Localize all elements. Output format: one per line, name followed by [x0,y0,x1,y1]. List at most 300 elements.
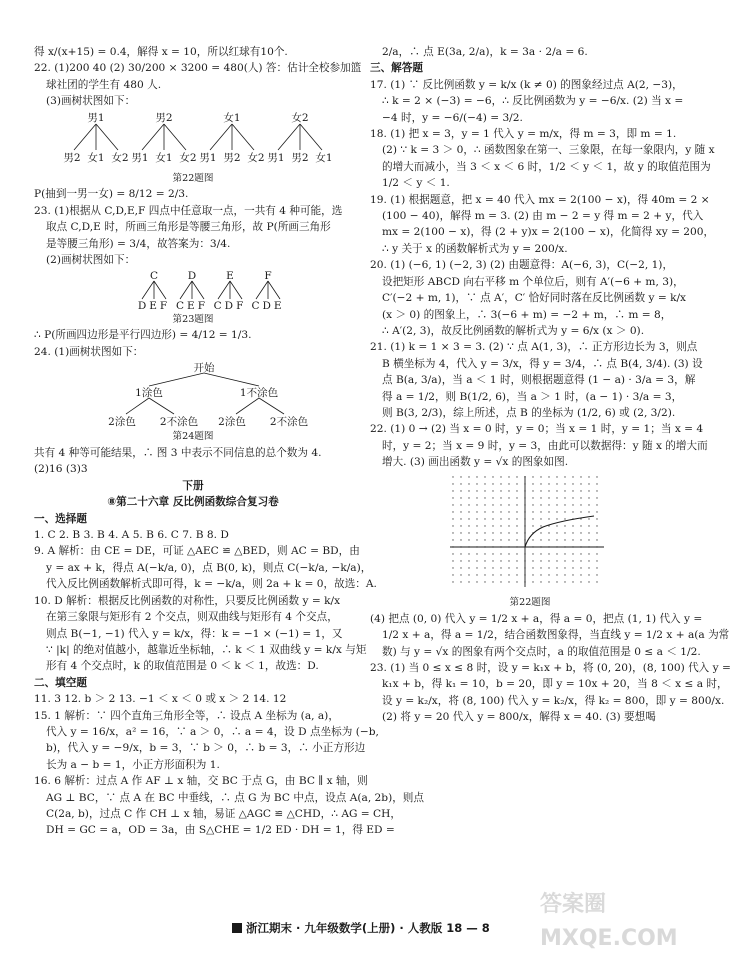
grid-dot [452,518,453,519]
grid-dot [532,476,533,477]
answer-line: 1/2 x + a，得 a = 1/2，结合函数图象得，当直线 y = 1/2 x + a(a 为常 [382,629,730,642]
answer-line: 11. 3 12. b ＞ 2 13. −1 ＜ x ＜ 0 或 x ＞ 2 14. 12 [34,693,287,706]
grid-dot [572,532,573,533]
grid-dot [564,553,565,554]
answer-line: 代入 y = 16/x，a² = 16，∵ a ＞ 0，∴ a = 4，设 D 点坐标为 (−b, [46,725,379,738]
answer-line: y = ax + k，得点 A(−k/a, 0)，点 B(0, k)，则点 C(−k/a, −k/a)， [46,561,372,574]
grid-dot [500,581,501,582]
grid-dot [516,532,517,533]
grid-dot [580,560,581,561]
grid-dot [460,483,461,484]
grid-dot [460,504,461,505]
grid-dot [500,518,501,519]
tree-root: 男1 [87,111,105,124]
grid-dot [556,518,557,519]
grid-dot [476,560,477,561]
answer-line: 数) 与 y = √x 的图象有两个交点时，a 的取值范围是 0 ≤ a ＜ 1/2. [382,645,701,658]
sqrt-graph [448,473,690,596]
grid-dot [548,574,549,575]
tree-leaf: 男2 [63,151,81,164]
grid-dot [532,581,533,582]
footer-text: 浙江期末 · 九年级数学(上册) · 人教版 18 — 8 [246,921,490,935]
grid-dot [500,525,501,526]
grid-dot [484,553,485,554]
tree-root: F [264,269,272,282]
tree-leaf: 女1 [315,151,333,164]
grid-dot [596,525,597,526]
grid-dot [452,553,453,554]
answer-line: 21. (1) k = 1 × 3 = 3. (2) ∵ 点 A(1, 3)，∴ 正方形边长为 3，则点 [370,341,698,354]
grid-dot [540,567,541,568]
grid-dot [476,518,477,519]
tree-node: 1涂色 [135,387,163,400]
answer-line: 1. C 2. B 3. B 4. A 5. B 6. C 7. B 8. D [34,529,229,542]
tree-leaf: 女1 [87,151,105,164]
grid-dot [540,581,541,582]
grid-dot [452,476,453,477]
part-heading: 二、填空题 [34,676,87,689]
grid-dot [516,511,517,512]
grid-dot [484,532,485,533]
answer-line: ∵ |k| 的绝对值越小，越靠近坐标轴，∴ k ＜ 1 双曲线 y = k/x 与矩 [46,643,367,656]
figure-caption: 第24题图 [172,431,214,443]
grid-dot [532,525,533,526]
tree-leaf: 2涂色 [218,416,246,429]
grid-dot [588,483,589,484]
grid-dot [580,532,581,533]
grid-dot [532,539,533,540]
grid-dot [572,525,573,526]
grid-dot [492,490,493,491]
answer-line: P(抽到一男一女) = 8/12 = 2/3. [34,188,189,201]
grid-dot [452,483,453,484]
part-heading: 一、选择题 [34,512,87,525]
grid-dot [548,539,549,540]
grid-dot [580,525,581,526]
answer-line: 增大. (3) 画出函数 y = √x 的图象如图. [382,456,569,469]
grid-dot [468,553,469,554]
grid-dot [468,539,469,540]
grid-dot [588,518,589,519]
grid-dot [492,476,493,477]
answer-line: mx = 2(100 − x)，得 (2 + y)x = 2(100 − x)，化简得 xy = 200， [382,226,715,239]
answer-line: 设把矩形 ABCD 向右平移 m 个单位后，则有 A′(−6 + m, 3)， [382,275,684,288]
grid-dot [492,504,493,505]
grid-dot [500,560,501,561]
answer-line: (2) 将 y = 20 代入 y = 800/x，解得 x = 40. (3) 要想喝 [382,711,656,724]
grid-dot [596,567,597,568]
grid-dot [540,511,541,512]
grid-dot [516,567,517,568]
tree-leaves: CEF [176,299,208,312]
grid-dot [508,476,509,477]
tree-diagram-24 [34,362,352,428]
grid-dot [468,490,469,491]
grid-dot [508,560,509,561]
grid-dot [468,497,469,498]
grid-dot [556,490,557,491]
grid-dot [460,518,461,519]
grid-dot [516,483,517,484]
answer-line: 17. (1) ∵ 反比例函数 y = k/x (k ≠ 0) 的图象经过点 A(2, −3)， [370,78,683,91]
tree-root: 女1 [223,111,241,124]
grid-dot [508,574,509,575]
grid-dot [596,574,597,575]
grid-dot [564,574,565,575]
answer-line: 长为 a − b = 1，小正方形面积为 1. [46,758,220,771]
answer-line: 20. (1) (−6, 1) (−2, 3) (2) 由题意得：A(−6, 3)，C(−2, 1)， [370,259,674,272]
grid-dot [508,553,509,554]
answer-line: 共有 4 种等可能结果，∴ 图 3 中表示不同信息的总个数为 4. [34,447,322,460]
grid-dot [548,553,549,554]
grid-dot [516,539,517,540]
answer-line: 2/a，∴ 点 E(3a, 2/a)，k = 3a · 2/a = 6. [382,46,588,58]
tree-leaf: 女2 [247,151,265,164]
grid-dot [492,553,493,554]
grid-dot [500,497,501,498]
grid-dot [452,581,453,582]
answer-line: 球社团的学生有 480 人. [46,78,162,91]
grid-dot [500,532,501,533]
watermark [540,888,707,956]
grid-dot [460,497,461,498]
grid-dot [564,476,565,477]
grid-dot [548,567,549,568]
grid-dot [492,539,493,540]
grid-dot [532,504,533,505]
grid-dot [532,518,533,519]
grid-dot [492,581,493,582]
grid-dot [452,574,453,575]
grid-dot [540,490,541,491]
grid-dot [500,504,501,505]
grid-dot [452,567,453,568]
grid-dot [484,518,485,519]
answer-line: 是等腰三角形) = 3/4，故答案为：3/4. [46,237,231,250]
tree-root: C [149,269,159,282]
grid-dot [492,518,493,519]
grid-dot [492,511,493,512]
answer-line: b)，代入 y = −9/x，b = 3，∵ b ＞ 0，∴ b = 3，∴ 小正方形边 [46,742,366,755]
grid-dot [508,497,509,498]
grid-dot [580,490,581,491]
grid-dot [556,581,557,582]
grid-dot [588,511,589,512]
grid-dot [492,525,493,526]
grid-dot [516,525,517,526]
answer-line: 9. A 解析：由 CE = DE，可证 △AEC ≌ △BED，则 AC = BD，由 [34,545,360,558]
tree-leaf: 2涂色 [108,416,136,429]
grid-dot [572,574,573,575]
tree-root: E [226,269,234,282]
grid-dot [596,539,597,540]
answer-line: C(2a, b)，过点 C 作 CH ⊥ x 轴，易证 △AGC ≌ △CHD，∴ AG = CH， [46,807,401,820]
grid-dot [492,567,493,568]
grid-dot [540,476,541,477]
figure-caption: 第22题图 [172,172,214,184]
grid-dot [540,525,541,526]
grid-dot [572,581,573,582]
answer-line: 23. (1)根据从 C,D,E,F 四点中任意取一点，一共有 4 种可能，选 [34,204,343,217]
grid-dot [452,497,453,498]
answer-line: 形有 4 个交点时，k 的取值范围是 0 ＜ k ＜ 1，故选：D. [46,660,319,673]
tree-leaf: 男1 [267,151,285,164]
grid-dot [500,553,501,554]
grid-dot [476,567,477,568]
grid-dot [564,497,565,498]
grid-dot [468,560,469,561]
part-heading: 三、解答题 [370,62,423,75]
answer-line: (2)画树状图如下： [46,254,136,267]
grid-dot [596,511,597,512]
page-footer [232,920,490,938]
grid-dot [508,539,509,540]
answer-line: ∴ k = 2 × (−3) = −6，∴ 反比例函数为 y = −6/x. (2) 当 x = [382,95,684,108]
grid-dot [468,574,469,575]
section-title: 下册 [182,479,204,492]
grid-dot [452,560,453,561]
grid-dot [548,511,549,512]
grid-dot [556,483,557,484]
grid-dot [500,490,501,491]
answer-line: 18. (1) 把 x = 3，y = 1 代入 y = m/x，得 m = 3，即 m = 1. [370,128,677,141]
grid-dot [516,560,517,561]
grid-dot [532,497,533,498]
grid-dot [580,553,581,554]
grid-dot [500,567,501,568]
grid-dot [548,490,549,491]
grid-dot [572,497,573,498]
figure-caption: 第22题图 [509,596,551,608]
answer-line: 则点 B(−1, −1) 代入 y = k/x，得：k = −1 × (−1) = 1，又 [46,627,343,640]
grid-dot [588,497,589,498]
chapter-title: ⑧第二十六章 反比例函数综合复习卷 [107,496,279,509]
grid-dot [516,504,517,505]
grid-dot [540,553,541,554]
tree-leaves: DEF [137,299,171,312]
grid-dot [556,504,557,505]
answer-line: 则 B(3, 2/3)，综上所述，点 B 的坐标为 (1/2, 6) 或 (2, 3/2). [382,406,676,419]
grid-dot [588,539,589,540]
tree-leaf: 2不涂色 [269,416,309,429]
grid-dot [484,581,485,582]
grid-dot [580,511,581,512]
answer-line: B 横坐标为 4，代入 y = 3/x，得 y = 3/4，∴ 点 B(4, 3/4). (3) 设 [382,357,703,370]
grid-dot [460,525,461,526]
answer-line: (3)画树状图如下： [46,95,136,108]
grid-dot [572,483,573,484]
grid-dot [540,539,541,540]
grid-dot [476,511,477,512]
grid-dot [452,532,453,533]
grid-dot [460,476,461,477]
grid-dot [468,483,469,484]
grid-dot [564,539,565,540]
grid-dot [484,574,485,575]
grid-dot [476,483,477,484]
tree-leaf: 男1 [199,151,217,164]
grid-dot [500,476,501,477]
grid-dot [484,483,485,484]
grid-dot [468,518,469,519]
watermark-text: 答案圈 MXQE.COM [540,892,678,952]
grid-dot [476,553,477,554]
grid-dot [580,539,581,540]
tree-leaf: 女2 [179,151,197,164]
grid-dot [556,532,557,533]
grid-dot [580,504,581,505]
grid-dot [588,574,589,575]
grid-dot [556,497,557,498]
grid-dot [572,511,573,512]
grid-dot [588,581,589,582]
grid-dot [452,504,453,505]
grid-dot [548,497,549,498]
grid-dot [452,490,453,491]
answer-line: 23. (1) 当 0 ≤ x ≤ 8 时，设 y = k₁x + b，将 (0, 20)，(8, 100) 代入 y = [370,662,731,675]
grid-dot [588,567,589,568]
grid-dot [516,476,517,477]
grid-dot [588,490,589,491]
grid-dot [596,581,597,582]
tree-node: 1不涂色 [239,387,279,400]
grid-dot [452,511,453,512]
grid-dot [508,532,509,533]
grid-dot [500,483,501,484]
tree-leaf: 2不涂色 [159,416,199,429]
grid-dot [508,483,509,484]
tree-root: D [187,269,197,282]
grid-dot [508,518,509,519]
sqrt-curve [525,516,594,547]
grid-dot [476,504,477,505]
grid-dot [516,490,517,491]
grid-dot [572,476,573,477]
grid-dot [516,581,517,582]
grid-dot [540,518,541,519]
grid-dot [580,497,581,498]
answer-line: 16. 6 解析：过点 A 作 AF ⊥ x 轴，交 BC 于点 G，由 BC ∥ x 轴，则 [34,775,368,788]
answer-line: 的增大而减小，当 3 ＜ x ＜ 6 时，1/2 ＜ y ＜ 1，故 y 的取值范围为 [382,160,711,173]
grid-dot [580,483,581,484]
answer-line: ∴ A′(2, 3)，故反比例函数的解析式为 y = 6/x (x ＞ 0). [382,324,645,337]
grid-dot [468,504,469,505]
grid-dot [500,539,501,540]
grid-dot [492,532,493,533]
grid-dot [484,567,485,568]
answer-line: 设 y = k₂/x，将 (8, 100) 代入 y = k₂/x，得 k₂ = 800，即 y = 800/x. [382,694,725,707]
grid-dot [532,567,533,568]
answer-line: ∴ P(所画四边形是平行四边形) = 4/12 = 1/3. [34,329,252,342]
grid-dot [468,581,469,582]
answer-line: 取点 C,D,E 时，所画三角形是等腰三角形，故 P(所画三角形 [46,221,331,234]
grid-dot [556,539,557,540]
grid-dot [596,560,597,561]
grid-dot [580,581,581,582]
grid-dot [484,497,485,498]
answer-line: 得 a = 1/2，则 B(1/2, 6)，当 a ＞ 1 时，(a − 1) · 3/a = 3， [382,390,683,403]
grid-dot [588,476,589,477]
grid-dot [556,560,557,561]
grid-dot [588,553,589,554]
tree-leaf: 男2 [223,151,241,164]
grid-dot [572,553,573,554]
grid-dot [508,490,509,491]
grid-dot [484,476,485,477]
answer-line: 22. (1)200 40 (2) 30/200 × 3200 = 480(人) 答：估计全校参加篮 [34,62,362,75]
grid-dot [476,581,477,582]
grid-dot [484,504,485,505]
grid-dot [516,497,517,498]
grid-dot [564,525,565,526]
grid-dot [596,497,597,498]
grid-dot [476,574,477,575]
grid-dot [516,553,517,554]
grid-dot [580,476,581,477]
grid-dot [564,560,565,561]
grid-dot [460,532,461,533]
grid-dot [476,497,477,498]
grid-dot [452,539,453,540]
answer-line: 1/2 ＜ y ＜ 1. [382,177,450,190]
answer-line: 在第三象限与矩形有 2 个交点，则双曲线与矩形有 4 个交点， [46,611,338,624]
grid-dot [596,483,597,484]
grid-dot [556,476,557,477]
grid-dot [540,483,541,484]
figure-caption: 第23题图 [172,313,214,325]
answer-line: 10. D 解析：根据反比例函数的对称性，只要反比例函数 y = k/x [34,594,341,607]
grid-dot [532,560,533,561]
grid-dot [588,504,589,505]
grid-dot [572,504,573,505]
grid-dot [564,532,565,533]
grid-dot [596,490,597,491]
grid-dot [540,574,541,575]
grid-dot [540,497,541,498]
grid-dot [564,518,565,519]
answer-line: DH = GC = a，OD = 3a，由 S△CHE = 1/2 ED · DH = 1，得 ED = [46,824,395,837]
grid-dot [468,476,469,477]
grid-dot [468,532,469,533]
grid-dot [476,476,477,477]
grid-dot [564,581,565,582]
sqrt-graph-svg [448,473,608,591]
tree-root: 开始 [193,362,215,375]
grid-dot [460,539,461,540]
grid-dot [564,504,565,505]
grid-dot [468,525,469,526]
grid-dot [596,518,597,519]
answer-line: AG ⊥ BC，∵ 点 A 在 BC 中垂线，∴ 点 G 为 BC 中点，设点 A(a, 2b)，则点 [46,791,424,804]
answer-line: 24. (1)画树状图如下： [34,345,144,358]
grid-dot [460,511,461,512]
answer-line: (2)16 (3)3 [34,463,88,476]
grid-dot [572,567,573,568]
answer-line: 时，y = 2；当 x = 9 时，y = 3，由此可以数据得：y 随 x 的增大而 [382,439,708,452]
tree-root: 男2 [155,111,173,124]
grid-dot [460,567,461,568]
grid-dot [548,581,549,582]
grid-dot [484,560,485,561]
footer-mark-icon [232,923,242,933]
grid-dot [532,490,533,491]
grid-dot [532,574,533,575]
grid-dot [492,483,493,484]
answer-line: C′(−2 + m, 1)，∵ 点 A′，C′ 恰好同时落在反比例函数 y = k/x [382,292,687,305]
grid-dot [532,553,533,554]
grid-dot [484,511,485,512]
answer-line: (100 − 40)，解得 m = 3. (2) 由 m − 2 = y 得 m = 2 + y，代入 [382,210,704,223]
